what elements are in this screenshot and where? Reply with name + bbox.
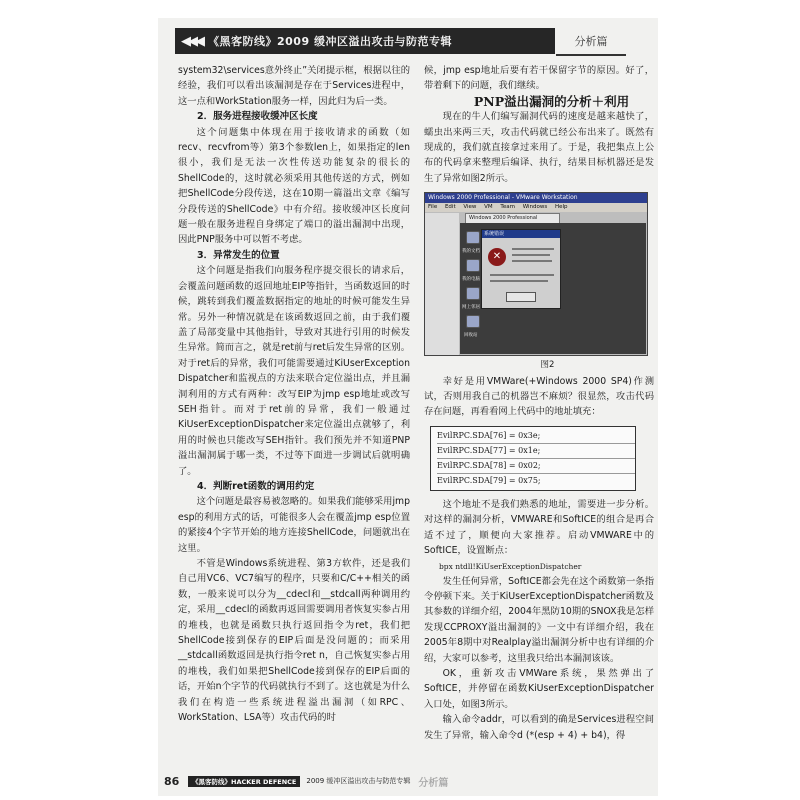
- computer-icon: [466, 259, 480, 272]
- dialog-ok-button[interactable]: [506, 292, 536, 302]
- section-heading: PNP溢出漏洞的分析＋利用: [473, 93, 630, 109]
- page-number: 86: [164, 774, 180, 788]
- paragraph: 不管是Windows系统进程、第3方软件，还是我们自己用VC6、VC7编写的程序，只要和C/C++相关的函数，一般来说可以分为__cdecl和__stdcall两种调用约定，采用__cdecl的函数再返回需要调用者恢复实参占用的堆栈，也就是函数只执行返回指令为ret，我们把ShellCode接到保存的EIP后面是没问题的；而采用__stdcall函数返回是执行指令ret n，自己恢复实参占用的堆栈，我们如果把ShellCode接到保存的EIP后面的话，开始n个字节的代码就执行不到了。这也就是为什么我们在构造一些系统进程溢出漏洞（如RPC、WorkStation、LSA等）攻击代码的时: [178, 558, 410, 724]
- footer-title: 2009 缓冲区溢出攻击与防范专辑: [306, 777, 411, 785]
- paragraph: 输入命令addr，可以看到的确是Services进程空间发生了异常，输入命令d (*(esp + 4) + b4)，得: [424, 714, 654, 741]
- dialog-text-line: [490, 280, 548, 282]
- icon-label: 回收站: [464, 333, 478, 339]
- paragraph: OK，重新攻击VMWare系统，果然弹出了SoftICE，并停留在函数KiUserExceptionDispatcher入口处，如图3所示。: [424, 667, 654, 710]
- paragraph: 现在的牛人们编写漏洞代码的速度是越来越快了，蠕虫出来两三天，攻击代码就已经公布出来了。既然有现成的，我们就直接拿过来用了。于是，我把集点上公布的代码拿来整理后编译、执行，结果目标机器还是发生了异常如图2所示。: [424, 111, 654, 184]
- paragraph: 这个问题集中体现在用于接收请求的函数（如recv、recvfrom等）第3个参数len上，如果指定的len很小，我们是无法一次性传送功能复杂的很长的ShellCode的，这时就必须采用其他传送的方式，例如把ShellCode分段传送，这在10期一篇溢出文章《编写分段传送的ShellCode》中有介绍。接收缓冲区长度问题一般在服务进程自身绑定了端口的溢出漏洞中出现，因此PNP服务中可以暂不考虑。: [178, 126, 410, 246]
- paragraph: 幸好是用VMWare(+Windows 2000 SP4)作测试，否则用我自己的机器岂不麻烦？很显然，攻击代码存在问题，再看看网上代码中的地址填充：: [424, 375, 654, 418]
- error-dialog: [481, 229, 561, 309]
- chevron-left-icon: ◀◀◀: [181, 33, 202, 49]
- dialog-text-line: [490, 274, 554, 276]
- paragraph: 这个问题是指我们向服务程序提交很长的请求后，会覆盖问题函数的返回地址EIP等指针，当函数返回的时候，跳转到我们覆盖数据指定的地址的时候可能发生异常。另外一种情况就是在该函数返回之前，由于我们覆盖了局部变量中其他指针，导致对其进行引用的时候发生异常。简而言之，就是ret前与ret后发生异常的区别。对于ret后的异常，我们可能需要通过KiUserException Dispatcher和监视点的方法来联合定位溢出点，并且漏洞利用的方式有两种：改写EIP为jmp esp地址或改写SEH指针。而对于ret前的异常，我们一般通过KiUserExceptionDispatcher来定位溢出点就够了，利用的时候也只能改写SEH指针。我们预先并不知道PNP溢出漏洞属于哪一类，不过等下面进一步调试后就明确了。: [178, 265, 410, 477]
- subheading: 2．服务进程接收缓冲区长度: [197, 111, 318, 123]
- icon-label: 我的文档: [462, 249, 480, 255]
- vmware-sidebar: [425, 213, 459, 355]
- command-line: bpx ntdll!KiUserExceptionDispatcher: [439, 561, 582, 571]
- paragraph: 这个地址不是我们熟悉的地址，需要进一步分析。对这样的漏洞分析，VMWARE和SoftICE的组合是再合适不过了，顺便向大家推荐。启动VMWARE中的SoftICE，设置断点：: [424, 498, 654, 557]
- figure-caption: 图2: [540, 360, 555, 371]
- error-dialog-title: 系统错误: [482, 230, 560, 238]
- paragraph: 这个问题是最容易被忽略的。如果我们能够采用jmp esp的利用方式的话，可能很多人会在覆盖jmp esp位置的紧接4个字节开始的地方连接ShellCode，问题就出在这里。: [178, 496, 410, 554]
- page-footer: [160, 772, 660, 790]
- vmware-tab: Windows 2000 Professional: [465, 213, 560, 224]
- code-box: [430, 426, 636, 491]
- subheading: 3．异常发生的位置: [197, 249, 280, 261]
- header-title: 《黑客防线》2009 缓冲区溢出攻击与防范专辑: [208, 35, 452, 48]
- left-column: [178, 63, 410, 725]
- documents-icon: [466, 231, 480, 244]
- vmware-titlebar: Windows 2000 Professional - VMware Workstation: [425, 193, 647, 203]
- code-line: EvilRPC.SDA[79] = 0x75;: [437, 475, 541, 485]
- right-column: [424, 63, 654, 743]
- icon-label: 我的电脑: [462, 277, 480, 283]
- dialog-text-line: [512, 248, 554, 250]
- section-tag: 分析篇: [556, 28, 626, 56]
- footer-section-tag: 分析篇: [418, 777, 449, 789]
- error-icon: ✕: [488, 248, 506, 266]
- magazine-logo: 《黑客防线》HACKER DEFENCE: [188, 776, 300, 787]
- code-line: EvilRPC.SDA[77] = 0x1e;: [437, 444, 635, 459]
- recycle-bin-icon: [466, 315, 480, 328]
- dialog-text-line: [512, 260, 552, 262]
- paragraph: system32\services意外终止”关闭提示框，根据以往的经验，我们可以看出该漏洞是存在于Services进程中，这一点和WorkStation服务一样，因此归为后一类。: [178, 65, 410, 107]
- header-banner: [175, 28, 555, 54]
- code-line: EvilRPC.SDA[76] = 0x3e;: [437, 429, 635, 444]
- subheading: 4．判断ret函数的调用约定: [197, 480, 315, 492]
- figure-screenshot: [424, 192, 648, 356]
- vmware-menubar: File Edit View VM Team Windows Help: [425, 203, 647, 212]
- network-icon: [466, 287, 480, 300]
- code-line: EvilRPC.SDA[78] = 0x02;: [437, 459, 635, 474]
- dialog-text-line: [512, 254, 550, 256]
- paragraph: 候，jmp esp地址后要有若干保留字节的原因。好了，带着剩下的问题，我们继续。: [424, 65, 654, 92]
- paragraph: 发生任何异常，SoftICE都会先在这个函数第一条指令停顿下来。关于KiUserExceptionDispatcher函数及其参数的详细介绍，2004年黑防10期的SNOX我是怎样发现CCPROXY溢出漏洞的》一文中有详细介绍，我在2005年8期中对Realplay溢出漏洞分析中也有详细的介绍，大家可以参考，这里我只给出本漏洞该该。: [424, 575, 654, 664]
- icon-label: 网上邻居: [462, 305, 480, 311]
